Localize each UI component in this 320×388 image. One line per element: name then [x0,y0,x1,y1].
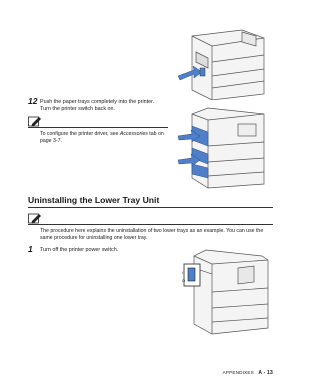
note-text-suffix: tab on [147,131,164,137]
step-number: 12 [28,96,38,106]
page-number: A - 13 [258,370,273,376]
power-switch-off-illustration [178,246,272,336]
note-text-line: The procedure here explains the uninstallation of two lower trays as an example. You can use the [40,228,264,234]
note-text-line: same procedure for uninstalling one lower tray. [40,235,148,241]
section-divider [28,207,273,208]
note-divider [28,127,168,128]
printer-switch-on-illustration [172,28,270,100]
note-text-prefix: To configure the printer driver, see [40,131,120,137]
note-divider [28,224,273,225]
note-text-line: page 3-7. [40,138,62,144]
svg-text:I: I [182,270,184,275]
accessories-link[interactable]: Accessories [119,131,148,137]
step-instruction: Turn off the printer power switch. [40,247,119,253]
step-number: 1 [28,244,33,254]
step-instruction [40,99,154,113]
note-text [40,131,164,145]
note-pencil-icon [28,213,42,224]
section-heading: Uninstalling the Lower Tray Unit [28,195,160,205]
note-text [40,228,276,242]
note-pencil-icon [28,116,42,127]
footer-section: APPENDIXES [222,370,254,375]
svg-text:O: O [182,278,186,283]
step-line: Push the paper trays completely into the printer. [40,99,155,105]
step-line: Turn the printer switch back on. [40,106,116,112]
push-trays-illustration [178,106,270,190]
page-footer [223,370,273,376]
